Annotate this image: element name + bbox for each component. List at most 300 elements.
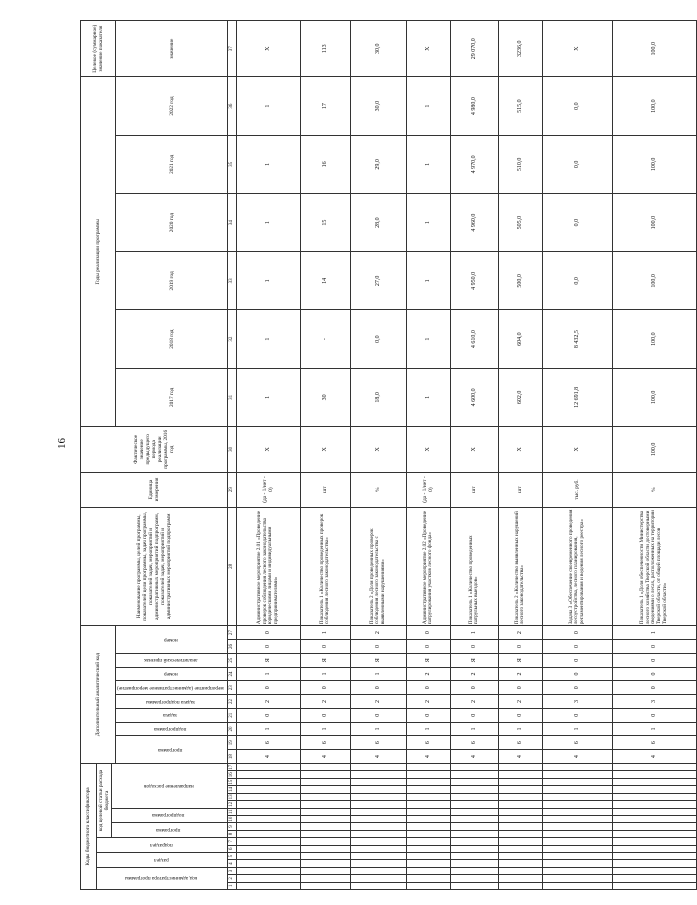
analytic-code-cell: 0 xyxy=(406,708,450,722)
analytic-code-cell: 0 xyxy=(406,626,450,640)
analytic-code-cell: Я xyxy=(406,653,450,667)
budget-code-cell xyxy=(406,838,450,845)
additional-code-header: Дополнительный аналитический код xyxy=(81,626,116,764)
analytic-code-cell: 2 xyxy=(498,695,542,709)
column-number: 12 xyxy=(227,801,236,808)
budget-code-cell xyxy=(406,852,450,859)
analytic-code-cell: 0 xyxy=(236,708,300,722)
budget-code-cell xyxy=(350,838,406,845)
budget-code-cell xyxy=(236,875,300,882)
budget-code-cell xyxy=(350,778,406,785)
year-value-cell: 1 xyxy=(236,193,300,251)
budget-code-cell xyxy=(498,793,542,800)
podrazdel-header: подраздел xyxy=(97,838,228,853)
year-value-cell: 8 432,5 xyxy=(542,310,612,368)
year-value-cell: 100,0 xyxy=(612,135,696,193)
year-value-cell: 16 xyxy=(300,135,350,193)
row-description: Показатель 1 «Количество проведенных проверок соблюдения лесного законодательства» xyxy=(300,507,350,626)
program-table xyxy=(80,20,697,890)
budget-code-cell xyxy=(406,830,450,837)
analytic-code-cell: 0 xyxy=(236,626,300,640)
budget-code-cell xyxy=(498,771,542,778)
analytic-code-cell: 0 xyxy=(498,681,542,695)
budget-code-cell xyxy=(612,771,696,778)
column-number: 2 xyxy=(227,875,236,882)
budget-code-cell xyxy=(542,771,612,778)
analytic-code-cell: 0 xyxy=(300,708,350,722)
row-description: Показатель 1 «Доля обеспеченности Министерства лесного хозяйства Тверской области достоверными сведениями о лесах, расположенных на территории Тверской области, от общей площади лесов Тверской области» xyxy=(612,507,696,626)
analytic-code-cell: 4 xyxy=(350,750,406,764)
analytic-code-cell: 0 xyxy=(612,667,696,681)
fact-cell: 100,0 xyxy=(612,427,696,473)
column-number: 26 xyxy=(227,640,236,654)
column-number: 14 xyxy=(227,786,236,793)
budget-code-cell xyxy=(406,845,450,852)
target-value-cell: 3236,0 xyxy=(498,21,542,77)
budget-code-cell xyxy=(498,830,542,837)
year-value-cell: 0,0 xyxy=(350,310,406,368)
budget-code-cell xyxy=(612,867,696,874)
column-number: 24 xyxy=(227,667,236,681)
budget-code-cell xyxy=(498,778,542,785)
analytic-code-cell: Я xyxy=(236,653,300,667)
budget-code-cell xyxy=(612,801,696,808)
column-number: 33 xyxy=(227,252,236,310)
year-value-cell: 4 610,0 xyxy=(450,310,498,368)
fact-cell: X xyxy=(236,427,300,473)
budget-code-cell xyxy=(300,823,350,830)
year-value-cell: 1 xyxy=(236,77,300,135)
column-number: 35 xyxy=(227,135,236,193)
target-value-cell: X xyxy=(406,21,450,77)
budget-code-cell xyxy=(498,875,542,882)
rotated-table-area xyxy=(80,20,669,890)
row-description: Показатель 2 «Доля проведенных проверок соблюдения лесного законодательства с выявленными нарушениями» xyxy=(350,507,406,626)
analytic-code-cell: 6 xyxy=(498,736,542,750)
budget-code-cell xyxy=(498,852,542,859)
row-description: Административное мероприятие 2.01 «Проведение проверок соблюдения лесного законодательства юридическими лицами и индивидуальными предпринимателями» xyxy=(236,507,300,626)
year-value-cell: 515,0 xyxy=(498,77,542,135)
analytic-code-cell: 6 xyxy=(406,736,450,750)
analytic-code-cell: 0 xyxy=(300,640,350,654)
column-number: 22 xyxy=(227,695,236,709)
budget-code-cell xyxy=(450,793,498,800)
fact-cell: X xyxy=(350,427,406,473)
fact-cell: X xyxy=(406,427,450,473)
analytic-code-cell: 6 xyxy=(450,736,498,750)
nomer-header: номер xyxy=(116,667,228,681)
column-number: 25 xyxy=(227,653,236,667)
budget-code-cell xyxy=(236,771,300,778)
budget-code-cell xyxy=(542,838,612,845)
budget-code-cell xyxy=(236,778,300,785)
column-number: 4 xyxy=(227,860,236,867)
column-number: 37 xyxy=(227,21,236,77)
analytic-code-cell: 1 xyxy=(542,722,612,736)
budget-code-cell xyxy=(498,867,542,874)
unit-cell: шт xyxy=(450,472,498,507)
year-value-cell: 0,0 xyxy=(542,77,612,135)
analytic-code-cell: 0 xyxy=(300,681,350,695)
column-number: 3 xyxy=(227,867,236,874)
analytic-code-cell: 0 xyxy=(542,626,612,640)
budget-code-cell xyxy=(612,875,696,882)
analytic-code-cell: 2 xyxy=(350,695,406,709)
analytic-code-cell: 1 xyxy=(612,626,696,640)
year-value-cell: 1 xyxy=(406,135,450,193)
year-value-cell: 18,0 xyxy=(350,368,406,426)
analytic-code-cell: 2 xyxy=(450,667,498,681)
unit-cell: % xyxy=(612,472,696,507)
budget-code-cell xyxy=(350,815,406,822)
year-value-cell: 100,0 xyxy=(612,310,696,368)
budget-code-cell xyxy=(350,786,406,793)
unit-cell: шт xyxy=(498,472,542,507)
budget-code-cell xyxy=(498,808,542,815)
analytic-code-cell: 6 xyxy=(542,736,612,750)
analytic-code-cell: 4 xyxy=(300,750,350,764)
year-value-cell: 1 xyxy=(236,310,300,368)
analytic-code-cell: 2 xyxy=(406,667,450,681)
target-value-cell: 100,0 xyxy=(612,21,696,77)
analytic-code-cell: 4 xyxy=(612,750,696,764)
years-group-header: Годы реализации программы xyxy=(81,77,116,427)
row-description: Административное мероприятие 2.02 «Проведение патрулирования участков лесного фонда» xyxy=(406,507,450,626)
budget-code-cell xyxy=(406,771,450,778)
analytic-code-cell: 2 xyxy=(350,626,406,640)
year-2017-header: 2017 год xyxy=(116,368,228,426)
budget-code-cell xyxy=(498,882,542,889)
year-value-cell: 29,0 xyxy=(350,135,406,193)
analytic-code-cell: 1 xyxy=(300,667,350,681)
year-value-cell: 505,0 xyxy=(498,193,542,251)
budget-code-cell xyxy=(350,852,406,859)
budget-code-cell xyxy=(300,860,350,867)
year-value-cell: - xyxy=(300,310,350,368)
programma2-header: программа xyxy=(116,736,228,764)
budget-code-cell xyxy=(612,845,696,852)
unit-cell: шт xyxy=(300,472,350,507)
column-number: 7 xyxy=(227,838,236,845)
table-row xyxy=(612,21,696,890)
fact-cell: X xyxy=(300,427,350,473)
unit-cell: (да - 1/нет - 0) xyxy=(236,472,300,507)
column-number: 5 xyxy=(227,852,236,859)
budget-code-cell xyxy=(300,808,350,815)
analytic-code-cell: 4 xyxy=(236,750,300,764)
expense-section-header: код целевой статьи расхода бюджета xyxy=(97,763,112,837)
budget-code-cell xyxy=(406,778,450,785)
budget-code-cell xyxy=(236,860,300,867)
year-value-cell: 602,0 xyxy=(498,368,542,426)
podprogramma2-header: подпрограмма xyxy=(116,722,228,736)
analytic-code-cell: 0 xyxy=(542,653,612,667)
analit-priznak-header: аналитический признак xyxy=(116,653,228,667)
budget-code-cell xyxy=(498,786,542,793)
column-number: 1 xyxy=(227,882,236,889)
budget-code-cell xyxy=(542,823,612,830)
budget-code-cell xyxy=(498,815,542,822)
year-value-cell: 1 xyxy=(406,77,450,135)
year-value-cell: 4 970,0 xyxy=(450,135,498,193)
column-number: 27 xyxy=(227,626,236,640)
year-value-cell: 1 xyxy=(406,368,450,426)
target-value-cell: X xyxy=(542,21,612,77)
budget-code-cell xyxy=(450,763,498,771)
budget-code-cell xyxy=(450,771,498,778)
year-value-cell: 0,0 xyxy=(542,135,612,193)
budget-code-cell xyxy=(542,786,612,793)
year-value-cell: 30,0 xyxy=(350,77,406,135)
budget-code-cell xyxy=(612,808,696,815)
analytic-code-cell: 0 xyxy=(406,640,450,654)
analytic-code-cell: Я xyxy=(498,653,542,667)
budget-code-cell xyxy=(236,786,300,793)
year-value-cell: 500,0 xyxy=(498,252,542,310)
budget-code-cell xyxy=(450,815,498,822)
column-number: 32 xyxy=(227,310,236,368)
budget-code-cell xyxy=(406,867,450,874)
analytic-code-cell: 1 xyxy=(450,626,498,640)
budget-code-cell xyxy=(236,852,300,859)
column-number: 16 xyxy=(227,771,236,778)
year-value-cell: 17 xyxy=(300,77,350,135)
analytic-code-cell: 2 xyxy=(236,695,300,709)
row-description: Задача 3 «Обеспечение своевременного проведения лесоустройства, лесного планирования, регламентирования и ведения лесного реестра» xyxy=(542,507,612,626)
budget-code-cell xyxy=(450,860,498,867)
year-2020-header: 2020 год xyxy=(116,193,228,251)
budget-code-cell xyxy=(236,801,300,808)
budget-code-cell xyxy=(450,823,498,830)
column-number: 9 xyxy=(227,823,236,830)
budget-code-cell xyxy=(612,852,696,859)
analytic-code-cell: 1 xyxy=(236,667,300,681)
budget-code-cell xyxy=(612,838,696,845)
target-value-cell: 113 xyxy=(300,21,350,77)
year-value-cell: 1 xyxy=(406,252,450,310)
budget-code-cell xyxy=(350,823,406,830)
budget-code-cell xyxy=(236,823,300,830)
budget-code-cell xyxy=(612,763,696,771)
year-value-cell: 28,0 xyxy=(350,193,406,251)
budget-code-cell xyxy=(406,875,450,882)
analytic-code-cell: 1 xyxy=(498,722,542,736)
analytic-code-cell: Я xyxy=(300,653,350,667)
budget-code-cell xyxy=(542,867,612,874)
analytic-code-cell: 4 xyxy=(498,750,542,764)
budget-code-cell xyxy=(450,808,498,815)
column-number: 18 xyxy=(227,750,236,764)
analytic-code-cell: 0 xyxy=(542,708,612,722)
budget-code-cell xyxy=(406,860,450,867)
budget-code-cell xyxy=(450,875,498,882)
budget-code-cell xyxy=(300,763,350,771)
column-number: 21 xyxy=(227,708,236,722)
column-number: 13 xyxy=(227,793,236,800)
year-value-cell: 1 xyxy=(406,310,450,368)
budget-code-cell xyxy=(350,771,406,778)
analytic-code-cell: 0 xyxy=(350,640,406,654)
year-value-cell: 12 691,8 xyxy=(542,368,612,426)
budget-code-cell xyxy=(236,815,300,822)
budget-code-cell xyxy=(450,838,498,845)
budget-codes-header: Коды бюджетного классификатора xyxy=(81,763,97,889)
budget-code-cell xyxy=(498,860,542,867)
target-value-cell: 30,0 xyxy=(350,21,406,77)
analytic-code-cell: 1 xyxy=(612,722,696,736)
analytic-code-cell: 3 xyxy=(612,695,696,709)
analytic-code-cell: 4 xyxy=(542,750,612,764)
budget-code-cell xyxy=(300,867,350,874)
analytic-code-cell: 0 xyxy=(350,708,406,722)
budget-code-cell xyxy=(612,882,696,889)
analytic-code-cell: 6 xyxy=(350,736,406,750)
razdel-header: раздел xyxy=(97,852,228,867)
column-number: 30 xyxy=(227,427,236,473)
budget-code-cell xyxy=(450,786,498,793)
budget-code-cell xyxy=(350,763,406,771)
analytic-code-cell: Я xyxy=(350,653,406,667)
year-value-cell: 510,0 xyxy=(498,135,542,193)
year-value-cell: 14 xyxy=(300,252,350,310)
analytic-code-cell: 0 xyxy=(406,681,450,695)
target-column-header: Целевое (суммарное) значение показателя xyxy=(81,21,116,77)
analytic-code-cell: 0 xyxy=(542,667,612,681)
year-value-cell: 15 xyxy=(300,193,350,251)
column-number: 17 xyxy=(227,763,236,771)
row-description: Показатель 2 «Количество выявленных нарушений лесного законодательства» xyxy=(498,507,542,626)
budget-code-cell xyxy=(542,801,612,808)
budget-code-cell xyxy=(236,882,300,889)
fact-column-header: Фактическое значение предыдущего периода реализации программы, 2016 год xyxy=(81,427,228,473)
analytic-code-cell: 0 xyxy=(612,653,696,667)
analytic-code-cell: 0 xyxy=(450,640,498,654)
budget-code-cell xyxy=(300,771,350,778)
unit-column-header: Единица измерения xyxy=(81,472,228,507)
budget-code-cell xyxy=(542,808,612,815)
budget-code-cell xyxy=(542,778,612,785)
budget-code-cell xyxy=(350,845,406,852)
table-body xyxy=(236,21,696,890)
analytic-code-cell: 6 xyxy=(612,736,696,750)
budget-code-cell xyxy=(450,852,498,859)
analytic-code-cell: Я xyxy=(450,653,498,667)
budget-code-cell xyxy=(350,830,406,837)
budget-code-cell xyxy=(236,763,300,771)
year-value-cell: 0,0 xyxy=(542,193,612,251)
column-number: 29 xyxy=(227,472,236,507)
budget-code-cell xyxy=(300,786,350,793)
analytic-code-cell: 0 xyxy=(450,681,498,695)
budget-code-cell xyxy=(612,786,696,793)
budget-code-cell xyxy=(498,763,542,771)
table-row xyxy=(350,21,406,890)
budget-code-cell xyxy=(350,801,406,808)
year-2021-header: 2021 год xyxy=(116,135,228,193)
analytic-code-cell: 0 xyxy=(612,681,696,695)
analytic-code-cell: 1 xyxy=(406,722,450,736)
year-value-cell: 1 xyxy=(236,252,300,310)
budget-code-cell xyxy=(612,793,696,800)
table-row xyxy=(498,21,542,890)
budget-code-cell xyxy=(406,801,450,808)
analytic-code-cell: 0 xyxy=(450,708,498,722)
budget-code-cell xyxy=(542,815,612,822)
analytic-code-cell: 1 xyxy=(236,722,300,736)
budget-code-cell xyxy=(542,860,612,867)
column-number: 19 xyxy=(227,736,236,750)
year-value-cell: 1 xyxy=(406,193,450,251)
budget-code-cell xyxy=(542,882,612,889)
budget-code-cell xyxy=(300,852,350,859)
row-description: Показатель 1 «Количество проведенных патрульных выездов» xyxy=(450,507,498,626)
analytic-code-cell: 0 xyxy=(498,708,542,722)
budget-code-cell xyxy=(542,763,612,771)
budget-code-cell xyxy=(300,815,350,822)
budget-code-cell xyxy=(350,860,406,867)
column-number: 28 xyxy=(227,507,236,626)
zadacha-header: задача xyxy=(116,708,228,722)
budget-code-cell xyxy=(406,763,450,771)
budget-code-cell xyxy=(406,815,450,822)
year-value-cell: 1 xyxy=(236,135,300,193)
analytic-code-cell: 0 xyxy=(542,640,612,654)
column-number: 31 xyxy=(227,368,236,426)
budget-code-cell xyxy=(350,808,406,815)
target-value-header: значение xyxy=(116,21,228,77)
nomer2-header: номер xyxy=(116,626,228,654)
budget-code-cell xyxy=(300,838,350,845)
budget-code-cell xyxy=(300,882,350,889)
year-value-cell: 100,0 xyxy=(612,193,696,251)
table-row xyxy=(300,21,350,890)
target-value-cell: 29 070,0 xyxy=(450,21,498,77)
unit-cell: % xyxy=(350,472,406,507)
zadacha-podprogrammy-header: задача подпрограммы xyxy=(116,695,228,709)
budget-code-cell xyxy=(498,801,542,808)
column-number: 10 xyxy=(227,815,236,822)
year-2022-header: 2022 год xyxy=(116,77,228,135)
column-number: 15 xyxy=(227,778,236,785)
analytic-code-cell: 0 xyxy=(612,708,696,722)
fact-cell: X xyxy=(542,427,612,473)
budget-code-cell xyxy=(300,778,350,785)
column-number: 20 xyxy=(227,722,236,736)
analytic-code-cell: 2 xyxy=(406,695,450,709)
year-value-cell: 4 960,0 xyxy=(450,193,498,251)
year-value-cell: 100,0 xyxy=(612,368,696,426)
analytic-code-cell: 0 xyxy=(498,640,542,654)
budget-code-cell xyxy=(406,786,450,793)
analytic-code-cell: 0 xyxy=(350,681,406,695)
budget-code-cell xyxy=(542,845,612,852)
budget-code-cell xyxy=(236,793,300,800)
budget-code-cell xyxy=(612,860,696,867)
column-number: 36 xyxy=(227,77,236,135)
budget-code-cell xyxy=(236,838,300,845)
budget-code-cell xyxy=(498,823,542,830)
budget-code-cell xyxy=(450,867,498,874)
budget-code-cell xyxy=(300,793,350,800)
napravlenie-header: направление расходов xyxy=(112,763,228,808)
budget-code-cell xyxy=(542,830,612,837)
column-numbers-row xyxy=(227,21,236,890)
budget-code-cell xyxy=(300,875,350,882)
fact-cell: X xyxy=(450,427,498,473)
table-row xyxy=(406,21,450,890)
column-number: 11 xyxy=(227,808,236,815)
meropriyatie-kod-header: мероприятие (административное мероприятие) xyxy=(116,681,228,695)
